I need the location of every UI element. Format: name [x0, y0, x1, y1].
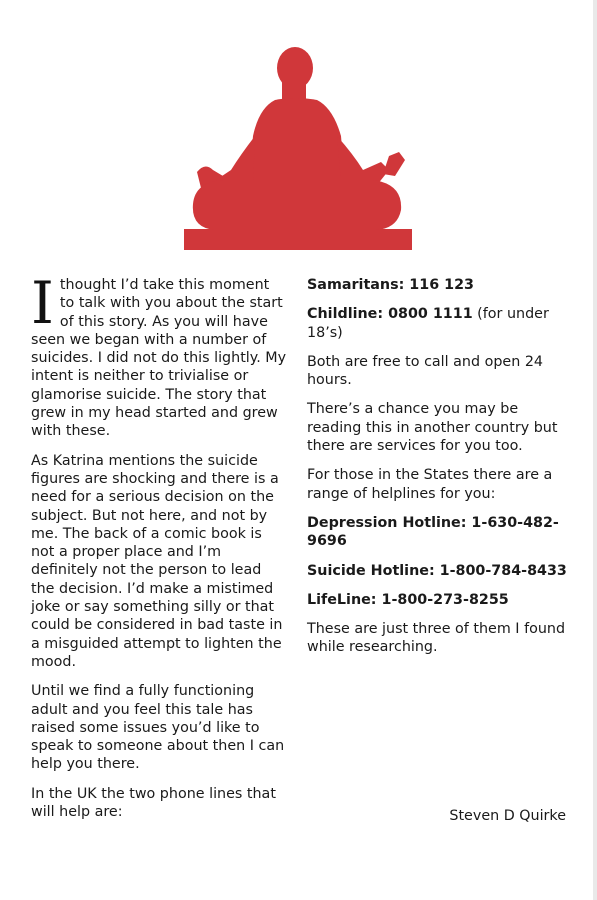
childline-number: Childline: 0800 1111: [307, 306, 473, 323]
katrina-paragraph: As Katrina mentions the suicide figures are shocking and there is a need for a serious decision on the subject. But not here, and not by me. The back of a comic book is not a proper place and I’m definitely not the person to lead the decision. I’d make a mistimed joke or say something silly or that could be considered in bad taste in a misguided attempt to lighten the mood.: [31, 452, 283, 670]
suicide-hotline: Suicide Hotline: 1-800-784-8433: [307, 562, 567, 579]
uk-lines-paragraph: In the UK the two phone lines that will help are:: [31, 785, 276, 821]
samaritans-line: Samaritans: 116 123: [307, 277, 474, 293]
childline-note: (for under 18’s): [307, 306, 549, 341]
other-country-paragraph: There’s a chance you may be reading this in another country but there are services for you too.: [307, 401, 558, 455]
lifeline: LifeLine: 1-800-273-8255: [307, 591, 509, 608]
states-paragraph: For those in the States there are a range of helplines for you:: [307, 467, 553, 502]
three-paragraph: These are just three of them I found while researching.: [307, 621, 566, 656]
free-paragraph: Both are free to call and open 24 hours.: [307, 353, 544, 389]
childline-line: [307, 305, 569, 342]
right-column: [307, 276, 569, 668]
page-edge: [593, 0, 597, 900]
meditating-figure-icon: [183, 44, 413, 250]
left-column: [31, 269, 287, 832]
intro-text: thought I’d take this moment to talk with you about the start of this story. As you will have seen we began with a number of suicides. I did not do this lightly. My intent is neither to trivialise or glamorise suicide. The story that grew in my head started and grew with these.: [31, 277, 287, 440]
depression-hotline: Depression Hotline: 1-630-482-9696: [307, 514, 559, 550]
adult-paragraph: Until we find a fully functioning adult and you feel this tale has raised some issues you’d like to speak to someone about then I can help you there.: [31, 683, 285, 773]
author-signature: Steven D Quirke: [449, 808, 566, 824]
drop-cap: I: [31, 269, 54, 337]
intro-paragraph: [31, 269, 287, 441]
